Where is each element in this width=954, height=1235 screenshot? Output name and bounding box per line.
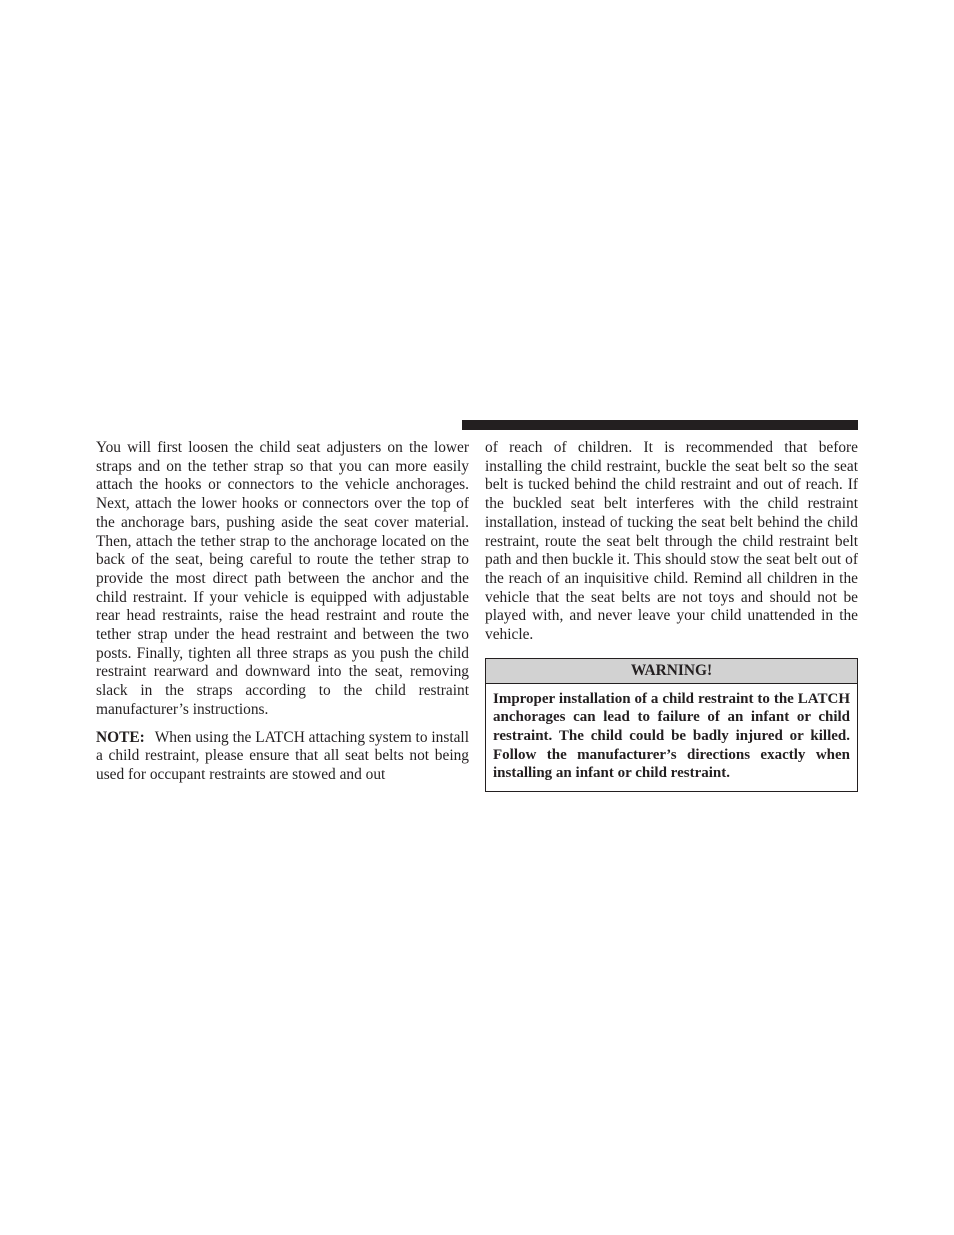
body-paragraph: You will first loosen the child seat adjusters on the lower straps and on the tether strap so that you can more easily attach the hooks or connectors to the vehicle anchorages. Next, attach the lower hooks or connectors over the top of the anchorage bars, pushing aside the seat cover material. Then, attach the tether strap to the anchorage located on the back of the seat, being careful to route the tether strap to provide the most direct path between the anchor and the child restraint. If your vehicle is equipped with adjustable rear head restraints, raise the head restraint and route the tether strap under the head restraint and between the two posts. Finally, tighten all three straps as you push the child restraint rearward and downward into the seat, removing slack in the straps according to the child restraint manufacturer’s instructions. [96, 439, 469, 718]
note-text: When using the LATCH attaching system to install a child restraint, please ensure that all seat belts not being used for occupant restraints are stowed and out [96, 728, 469, 783]
left-column [96, 439, 469, 794]
warning-text: Improper installation of a child restraint to the LATCH anchorages can lead to failure of an infant or child restraint. The child could be badly injured or killed. Follow the manufacturer’s directions exactly when installing an infant or child restraint. [493, 690, 850, 782]
section-header-bar [462, 420, 858, 430]
warning-box [485, 658, 858, 792]
note-label: NOTE: [96, 728, 145, 746]
note-paragraph [96, 729, 469, 785]
right-column [485, 439, 858, 792]
body-paragraph-continued: of reach of children. It is recommended that before installing the child restraint, buckle the seat belt so the seat belt is tucked behind the child restraint and out of reach. If the buckled seat belt interferes with the child restraint installation, instead of tucking the seat belt behind the child restraint, route the seat belt through the child restraint belt path and then buckle it. This should stow the seat belt out of the reach of an inquisitive child. Remind all children in the vehicle that the seat belts are not toys and should not be played with, and never leave your child unattended in the vehicle. [485, 439, 858, 644]
warning-title: WARNING! [486, 659, 857, 684]
